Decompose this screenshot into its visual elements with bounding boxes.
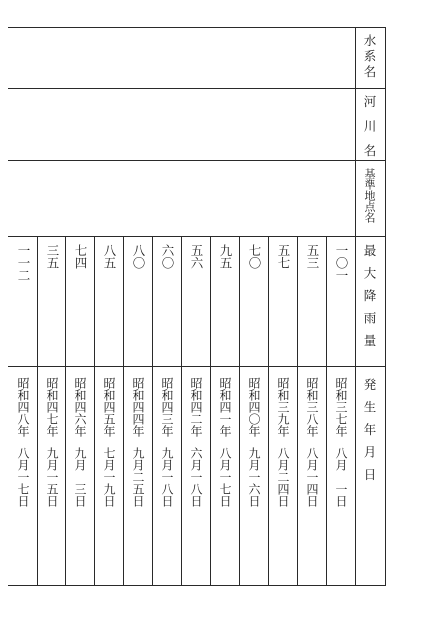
date-year: 昭和四六年 bbox=[73, 377, 87, 437]
header-reference-point: 基準地点名 bbox=[363, 168, 376, 223]
date-monthday: 八月一七日 bbox=[16, 447, 30, 507]
header-river-system: 水系名 bbox=[362, 34, 377, 81]
date-monthday: 八月一七日 bbox=[218, 447, 232, 507]
rule-header-column bbox=[355, 27, 356, 586]
date-monthday: 七月一九日 bbox=[102, 447, 116, 507]
date-year: 昭和四二年 bbox=[189, 377, 203, 437]
rule-col-1 bbox=[326, 236, 327, 586]
header-occurrence-date: 発生年月日 bbox=[362, 378, 377, 491]
occurrence-date-cell bbox=[45, 377, 59, 507]
rainfall-value: 六〇 bbox=[160, 244, 175, 269]
rainfall-value: 五七 bbox=[276, 244, 291, 269]
rule-col-5 bbox=[210, 236, 211, 586]
rainfall-value: 七〇 bbox=[247, 244, 262, 269]
date-monthday: 八月一四日 bbox=[305, 447, 319, 507]
date-monthday: 九月一八日 bbox=[160, 447, 174, 507]
header-river-name: 河川名 bbox=[362, 95, 377, 169]
date-year: 昭和三八年 bbox=[305, 377, 319, 437]
date-year: 昭和四〇年 bbox=[247, 377, 261, 437]
rainfall-value: 五六 bbox=[189, 244, 204, 269]
header-max-rainfall: 最大降雨量 bbox=[362, 244, 377, 357]
rule-col-8 bbox=[123, 236, 124, 586]
occurrence-date-cell bbox=[334, 377, 348, 507]
occurrence-date-cell bbox=[276, 377, 290, 507]
date-year: 昭和四四年 bbox=[131, 377, 145, 437]
rainfall-value: 八五 bbox=[102, 244, 117, 269]
occurrence-date-cell bbox=[160, 377, 174, 507]
rule-col-4 bbox=[239, 236, 240, 586]
date-monthday: 九月二五日 bbox=[131, 447, 145, 507]
date-year: 昭和四八年 bbox=[16, 377, 30, 437]
rule-river-system-bottom bbox=[8, 88, 386, 89]
rainfall-value: 八〇 bbox=[131, 244, 146, 269]
occurrence-date-cell bbox=[189, 377, 203, 507]
rule-col-7 bbox=[152, 236, 153, 586]
rainfall-value: 三五 bbox=[45, 244, 60, 269]
rainfall-value: 一一二 bbox=[16, 244, 31, 282]
date-year: 昭和三七年 bbox=[334, 377, 348, 437]
date-year: 昭和四三年 bbox=[160, 377, 174, 437]
occurrence-date-cell bbox=[131, 377, 145, 507]
date-year: 昭和四五年 bbox=[102, 377, 116, 437]
rule-col-2 bbox=[297, 236, 298, 586]
rule-col-9 bbox=[94, 236, 95, 586]
rainfall-value: 七四 bbox=[73, 244, 88, 269]
rule-col-11 bbox=[37, 236, 38, 586]
rule-right-border bbox=[385, 27, 386, 586]
rule-col-6 bbox=[181, 236, 182, 586]
occurrence-date-cell bbox=[102, 377, 116, 507]
rainfall-value: 九五 bbox=[218, 244, 233, 269]
rule-river-name-bottom bbox=[8, 160, 386, 161]
date-monthday: 九月一五日 bbox=[45, 447, 59, 507]
date-monthday: 六月一八日 bbox=[189, 447, 203, 507]
date-monthday: 九月 三日 bbox=[73, 447, 87, 507]
occurrence-date-cell bbox=[305, 377, 319, 507]
date-year: 昭和三九年 bbox=[276, 377, 290, 437]
rule-col-3 bbox=[268, 236, 269, 586]
occurrence-date-cell bbox=[73, 377, 87, 507]
date-year: 昭和四七年 bbox=[45, 377, 59, 437]
occurrence-date-cell bbox=[247, 377, 261, 507]
date-monthday: 八月二四日 bbox=[276, 447, 290, 507]
occurrence-date-cell bbox=[16, 377, 30, 507]
rainfall-value: 五三 bbox=[305, 244, 320, 269]
rule-col-10 bbox=[65, 236, 66, 586]
rainfall-value: 一〇一 bbox=[334, 244, 349, 282]
date-monthday: 九月一六日 bbox=[247, 447, 261, 507]
rule-top bbox=[8, 27, 386, 28]
date-monthday: 八月 一日 bbox=[334, 447, 348, 507]
occurrence-date-cell bbox=[218, 377, 232, 507]
date-year: 昭和四一年 bbox=[218, 377, 232, 437]
